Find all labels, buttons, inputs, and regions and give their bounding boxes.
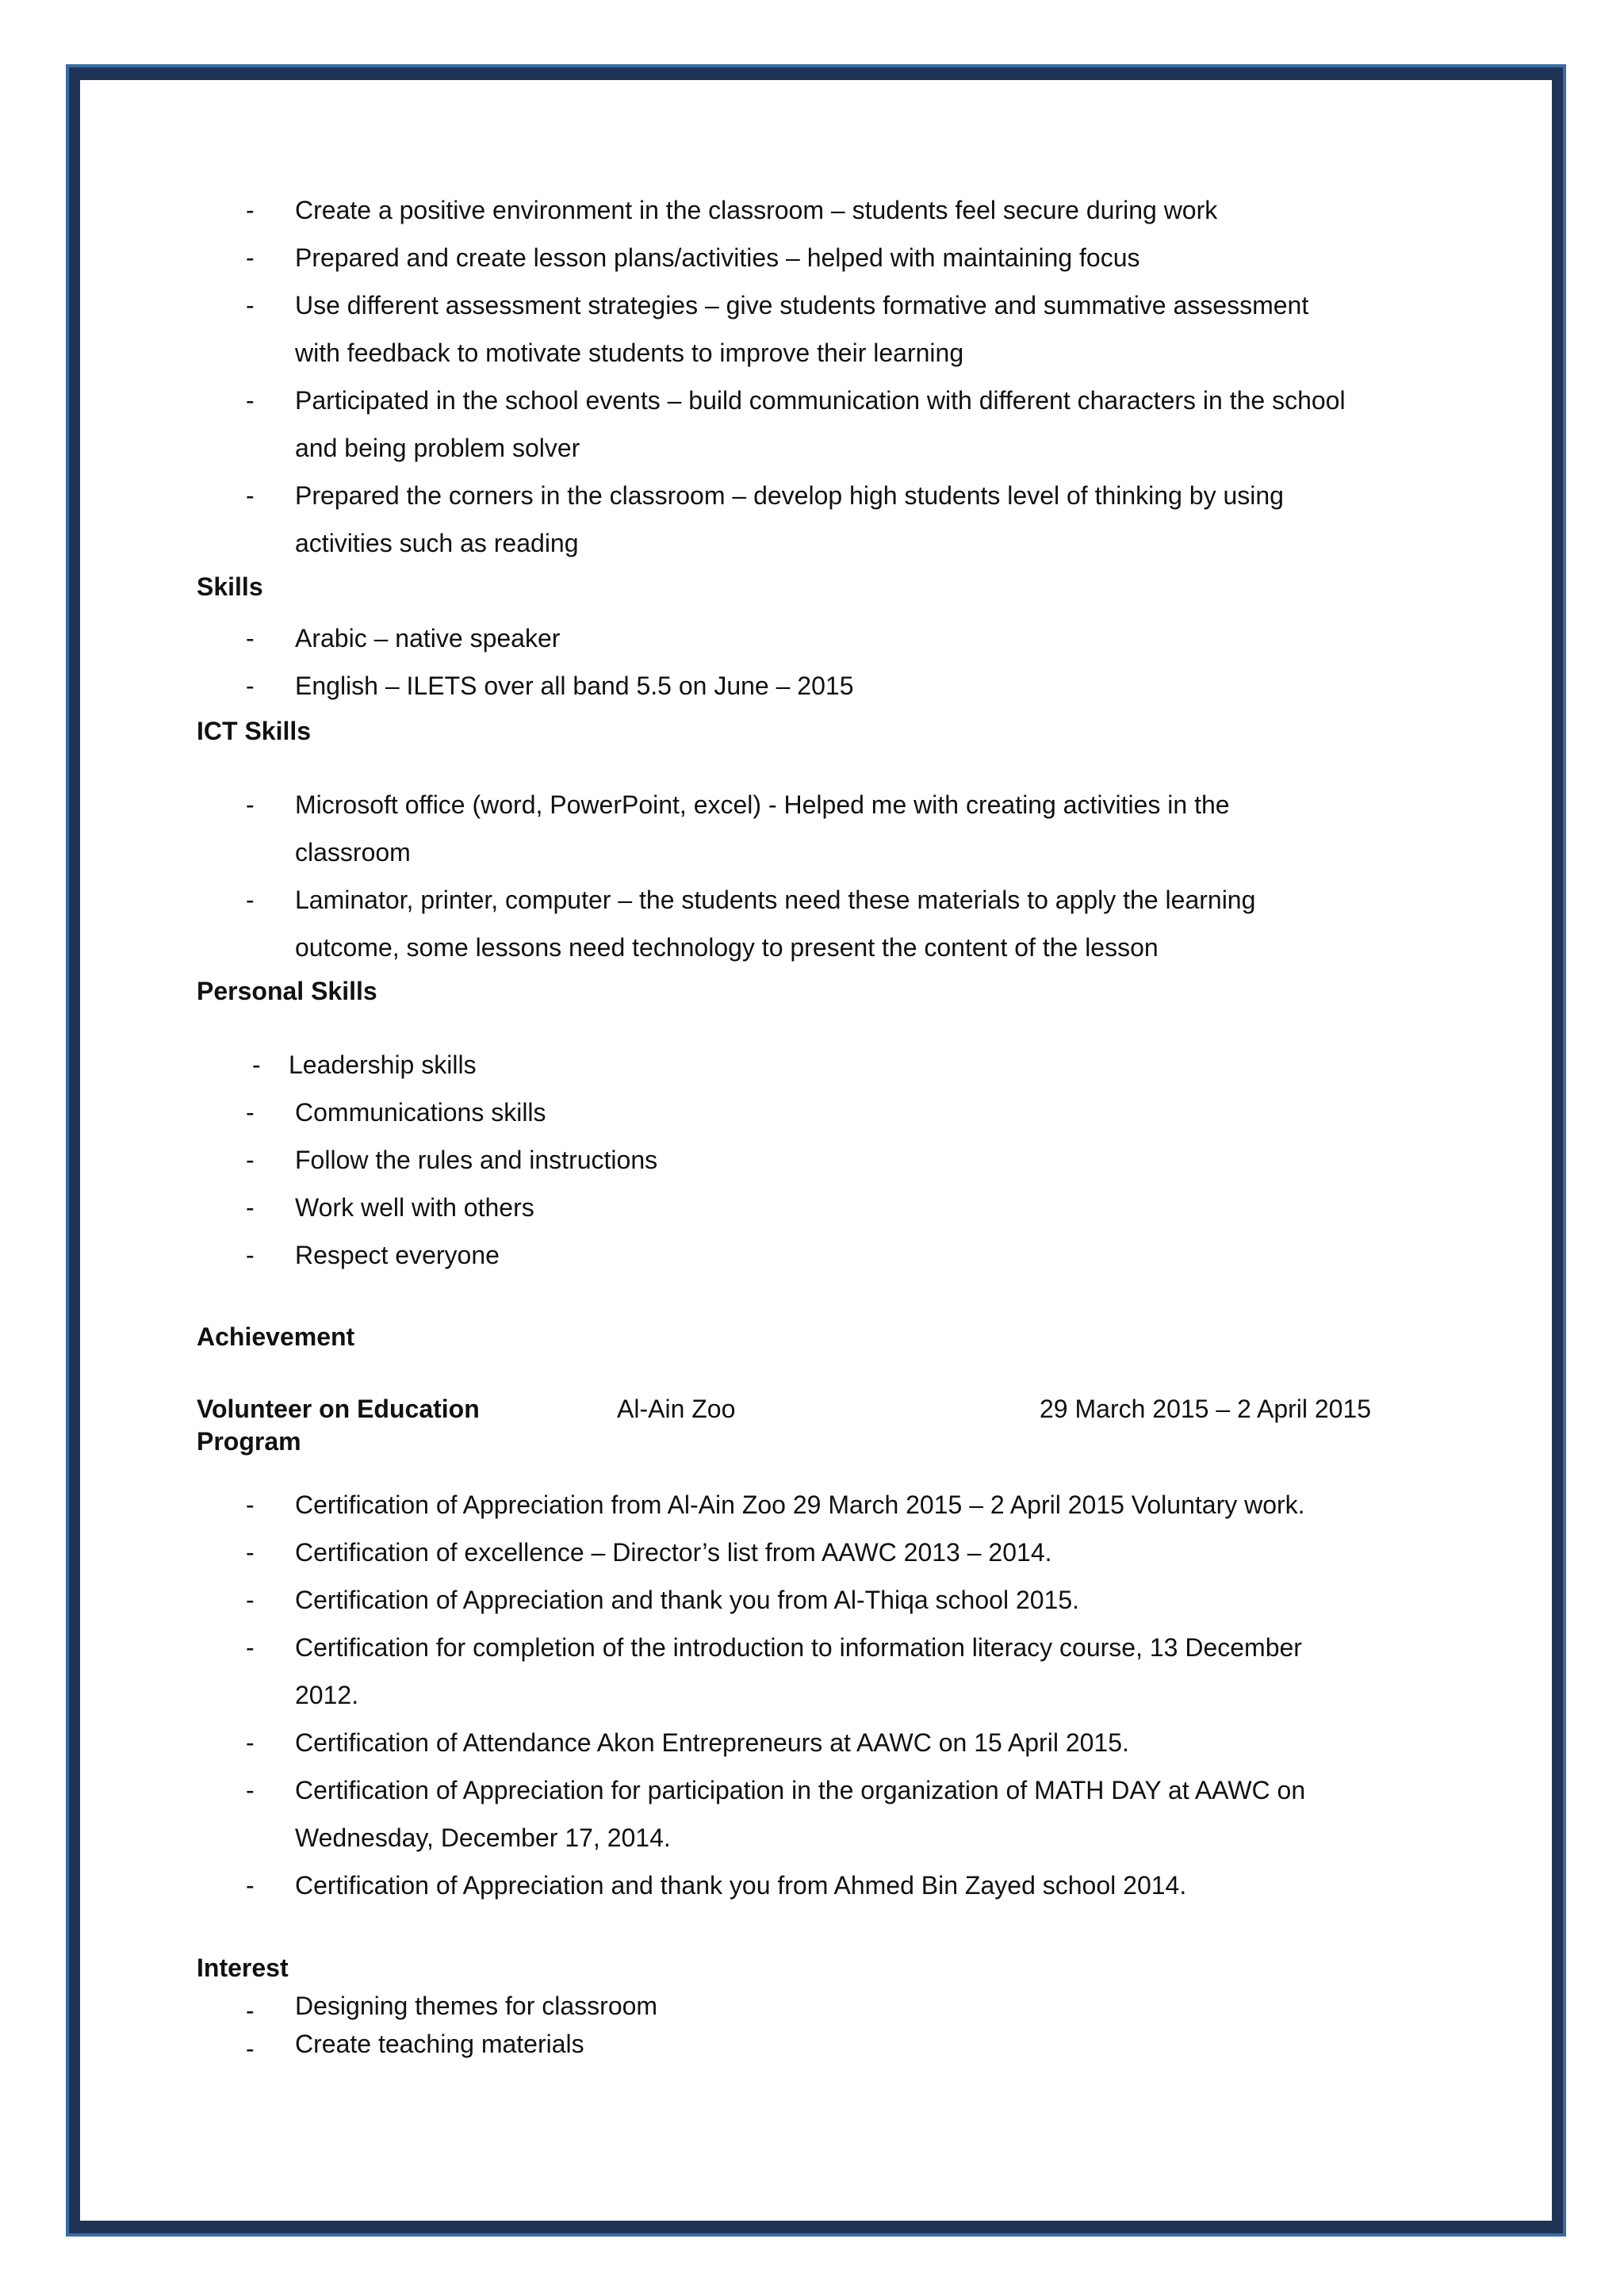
- experience-bullet-text: with feedback to motivate students to improve their learning: [295, 339, 964, 367]
- personal-skill-item-text: Leadership skills: [289, 1050, 477, 1079]
- achievement-item-dash: -: [246, 1633, 255, 1662]
- personal-skill-item-dash: -: [246, 1098, 255, 1127]
- skills-item-dash: -: [246, 624, 255, 652]
- personal-skill-item-dash: -: [246, 1193, 255, 1222]
- interest-item-dash: -: [246, 2034, 255, 2063]
- personal-skill-item-dash: -: [246, 1241, 255, 1269]
- achievement-item-text: Certification of Appreciation and thank you from Al-Thiqa school 2015.: [295, 1586, 1080, 1614]
- personal-skill-item-text: Follow the rules and instructions: [295, 1146, 658, 1174]
- achievement-heading: Achievement: [197, 1322, 355, 1351]
- experience-bullet-dash: -: [246, 481, 255, 510]
- interest-item-dash: -: [246, 1996, 255, 2025]
- volunteer-role-cont: Program: [197, 1427, 301, 1456]
- achievement-item-text: 2012.: [295, 1681, 359, 1709]
- ict-skill-item-text: Microsoft office (word, PowerPoint, excel) - Helped me with creating activities in the: [295, 790, 1230, 819]
- experience-bullet-text: Use different assessment strategies – give students formative and summative assessment: [295, 291, 1309, 320]
- volunteer-dates: 29 March 2015 – 2 April 2015: [1040, 1395, 1372, 1423]
- experience-bullet-dash: -: [246, 196, 255, 224]
- skills-heading: Skills: [197, 572, 263, 601]
- personal-skill-item-dash: -: [252, 1050, 261, 1079]
- ict-skill-item-text: Laminator, printer, computer – the students need these materials to apply the learning: [295, 886, 1256, 914]
- ict-skill-item-dash: -: [246, 886, 255, 914]
- ict-skill-item-text: classroom: [295, 838, 411, 867]
- personal-skill-item-dash: -: [246, 1146, 255, 1174]
- personal-skill-item-text: Communications skills: [295, 1098, 546, 1127]
- experience-bullet-dash: -: [246, 243, 255, 272]
- experience-bullet-text: activities such as reading: [295, 529, 579, 557]
- personal-skill-item-text: Work well with others: [295, 1193, 534, 1222]
- achievement-item-dash: -: [246, 1728, 255, 1757]
- achievement-item-text: Certification of Appreciation and thank you from Ahmed Bin Zayed school 2014.: [295, 1871, 1187, 1900]
- experience-bullet-text: and being problem solver: [295, 434, 580, 462]
- achievement-item-text: Certification of Appreciation from Al-Ain Zoo 29 March 2015 – 2 April 2015 Voluntary work.: [295, 1490, 1305, 1519]
- achievement-item-dash: -: [246, 1776, 255, 1804]
- achievement-item-text: Certification for completion of the introduction to information literacy course, 13 December: [295, 1633, 1302, 1662]
- interest-item-text: Designing themes for classroom: [295, 1992, 658, 2020]
- ict-skills-heading: ICT Skills: [197, 717, 312, 745]
- experience-bullet-dash: -: [246, 386, 255, 415]
- experience-bullet-text: Prepared the corners in the classroom – develop high students level of thinking by using: [295, 481, 1284, 510]
- experience-bullet-text: Create a positive environment in the classroom – students feel secure during work: [295, 196, 1218, 224]
- volunteer-place: Al-Ain Zoo: [617, 1395, 736, 1423]
- ict-skill-item-text: outcome, some lessons need technology to present the content of the lesson: [295, 933, 1159, 962]
- skills-item-text: Arabic – native speaker: [295, 624, 561, 652]
- achievement-item-text: Certification of Appreciation for participation in the organization of MATH DAY at AAWC on: [295, 1776, 1306, 1804]
- personal-skill-item-text: Respect everyone: [295, 1241, 500, 1269]
- volunteer-role: Volunteer on Education: [197, 1395, 480, 1423]
- experience-bullet-text: Participated in the school events – build communication with different characters in the school: [295, 386, 1346, 415]
- experience-bullet-text: Prepared and create lesson plans/activities – helped with maintaining focus: [295, 243, 1140, 272]
- achievement-item-text: Wednesday, December 17, 2014.: [295, 1823, 671, 1852]
- achievement-item-dash: -: [246, 1871, 255, 1900]
- achievement-item-text: Certification of Attendance Akon Entrepreneurs at AAWC on 15 April 2015.: [295, 1728, 1129, 1757]
- experience-bullet-dash: -: [246, 291, 255, 320]
- achievement-item-dash: -: [246, 1538, 255, 1567]
- ict-skill-item-dash: -: [246, 790, 255, 819]
- achievement-item-text: Certification of excellence – Director’s list from AAWC 2013 – 2014.: [295, 1538, 1052, 1567]
- interest-item-text: Create teaching materials: [295, 2030, 584, 2058]
- interest-heading: Interest: [197, 1954, 289, 1982]
- skills-item-text: English – ILETS over all band 5.5 on June – 2015: [295, 672, 854, 700]
- achievement-item-dash: -: [246, 1586, 255, 1614]
- achievement-item-dash: -: [246, 1490, 255, 1519]
- skills-item-dash: -: [246, 672, 255, 700]
- personal-skills-heading: Personal Skills: [197, 977, 377, 1005]
